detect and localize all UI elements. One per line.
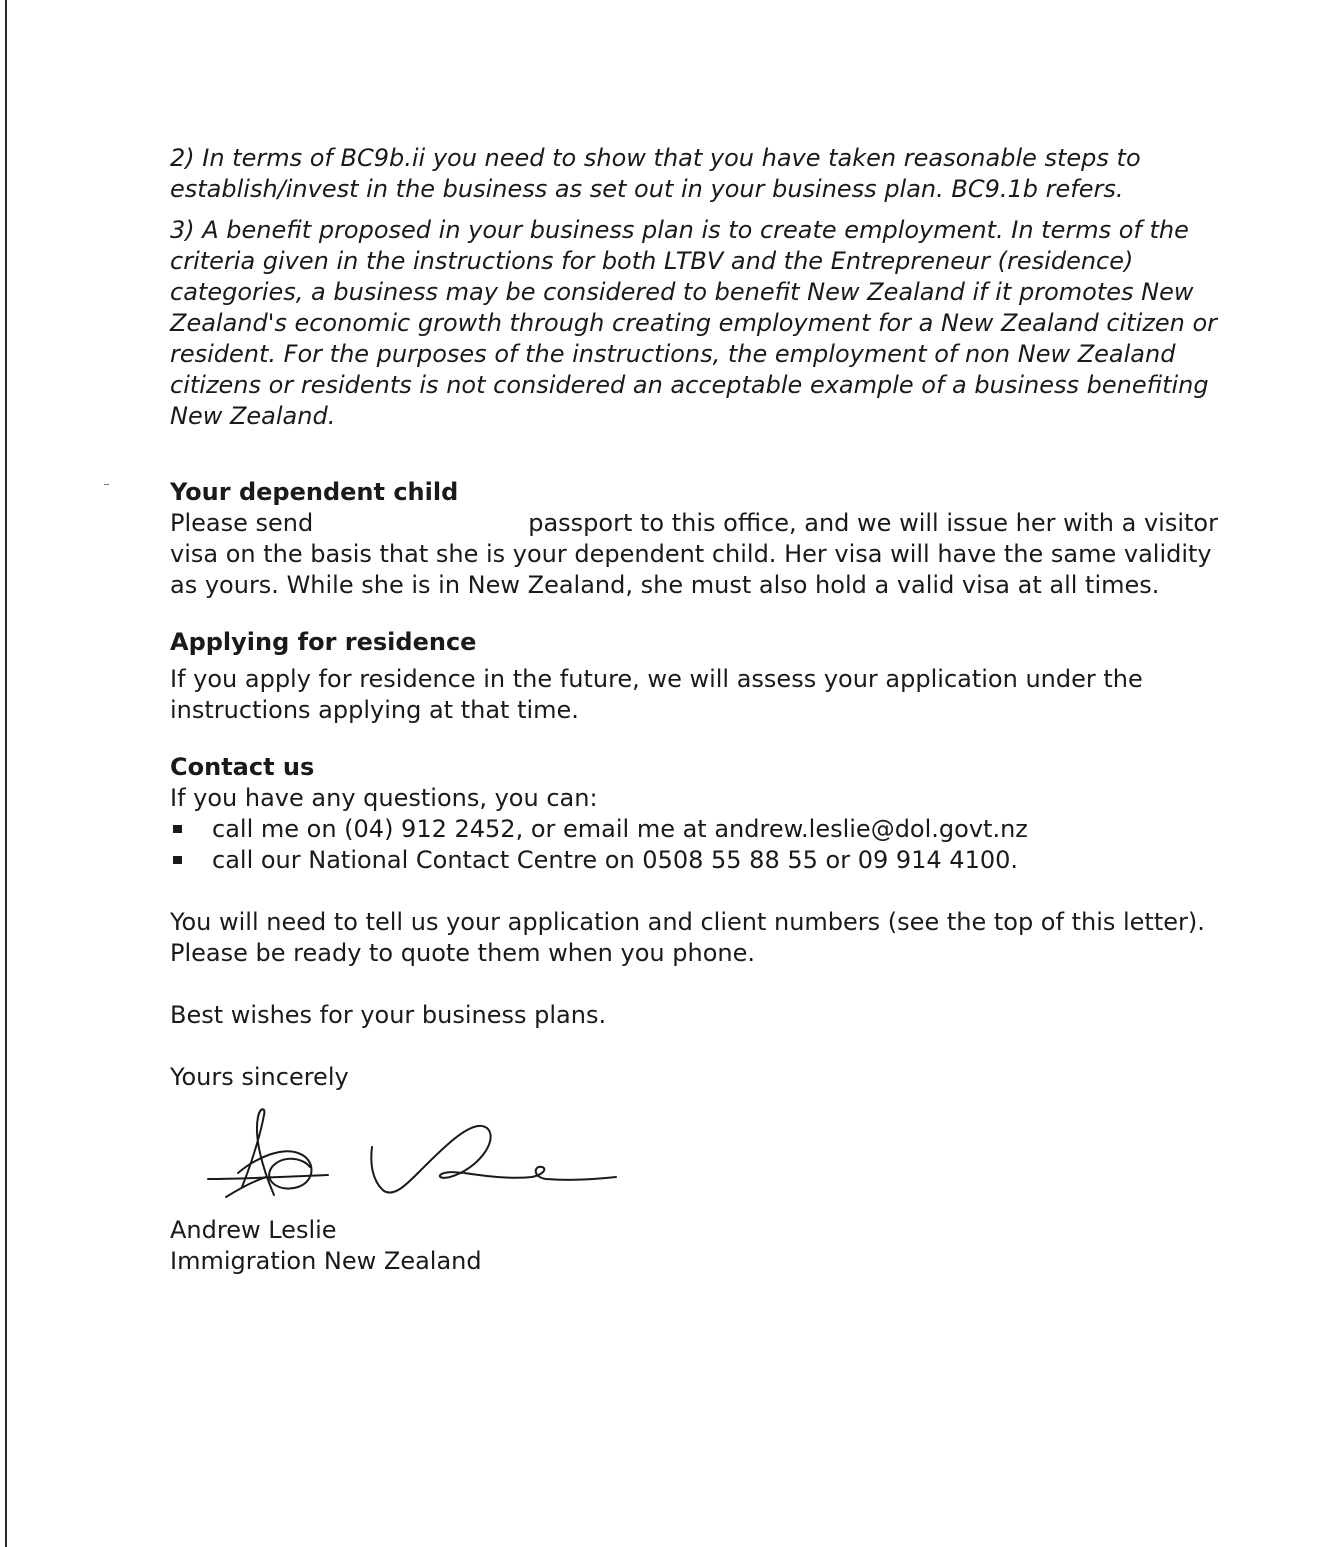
heading-applying-residence: Applying for residence bbox=[170, 628, 477, 656]
scan-mark bbox=[104, 484, 109, 485]
handwritten-signature bbox=[202, 1107, 622, 1207]
criteria-point-2: 2) In terms of BC9b.ii you need to show that you have taken reasonable steps to establish/invest in the business as set out in your business plan. BC9.1b refers. bbox=[170, 144, 1141, 203]
heading-contact-us: Contact us bbox=[170, 753, 315, 781]
list-item bbox=[170, 845, 1220, 876]
dependent-child-text bbox=[170, 508, 1220, 601]
best-wishes: Best wishes for your business plans. bbox=[170, 1001, 607, 1029]
residence-text: If you apply for residence in the future, we will assess your application under the instructions applying at that time. bbox=[170, 665, 1143, 724]
section-applying-residence bbox=[170, 627, 1220, 726]
numbers-note: You will need to tell us your application and client numbers (see the top of this letter). Please be ready to quote them when you phone. bbox=[170, 908, 1205, 967]
criteria-point-3: 3) A benefit proposed in your business plan is to create employment. In terms of the criteria given in the instructions for both LTBV and the Entrepreneur (residence) categories, a business may be considered to benefit New Zealand if it promotes New Zealand's economic growth through creating employment for a New Zealand citizen or resident. For the purposes of the instructions, the employment of non New Zealand citizens or residents is not considered an acceptable example of a business benefiting New Zealand. bbox=[170, 216, 1218, 430]
valediction: Yours sincerely bbox=[170, 1063, 349, 1091]
letter-body bbox=[170, 143, 1220, 1277]
contact-option-contact-centre: call our National Contact Centre on 0508 55 88 55 or 09 914 4100. bbox=[212, 846, 1019, 874]
heading-dependent-child: Your dependent child bbox=[170, 478, 459, 506]
signatory-organisation: Immigration New Zealand bbox=[170, 1247, 482, 1275]
section-dependent-child bbox=[170, 477, 1220, 601]
signatory-name: Andrew Leslie bbox=[170, 1216, 337, 1244]
dependent-child-text-end: passport to this office, and we will issue her with a visitor visa on the basis that she is your dependent child. Her visa will have the same validity as yours. While she is in New Zealand, she must also hold a valid visa at all times. bbox=[170, 509, 1218, 599]
bullet-icon bbox=[173, 856, 182, 864]
bullet-icon bbox=[173, 825, 182, 833]
dependent-child-text-start: Please send bbox=[170, 509, 314, 537]
contact-intro: If you have any questions, you can: bbox=[170, 784, 598, 812]
list-item bbox=[170, 814, 1220, 845]
section-contact-us bbox=[170, 752, 1220, 969]
contact-option-phone-email: call me on (04) 912 2452, or email me at andrew.leslie@dol.govt.nz bbox=[212, 815, 1028, 843]
contact-options-list bbox=[170, 814, 1220, 876]
page-edge-line bbox=[5, 0, 7, 1547]
